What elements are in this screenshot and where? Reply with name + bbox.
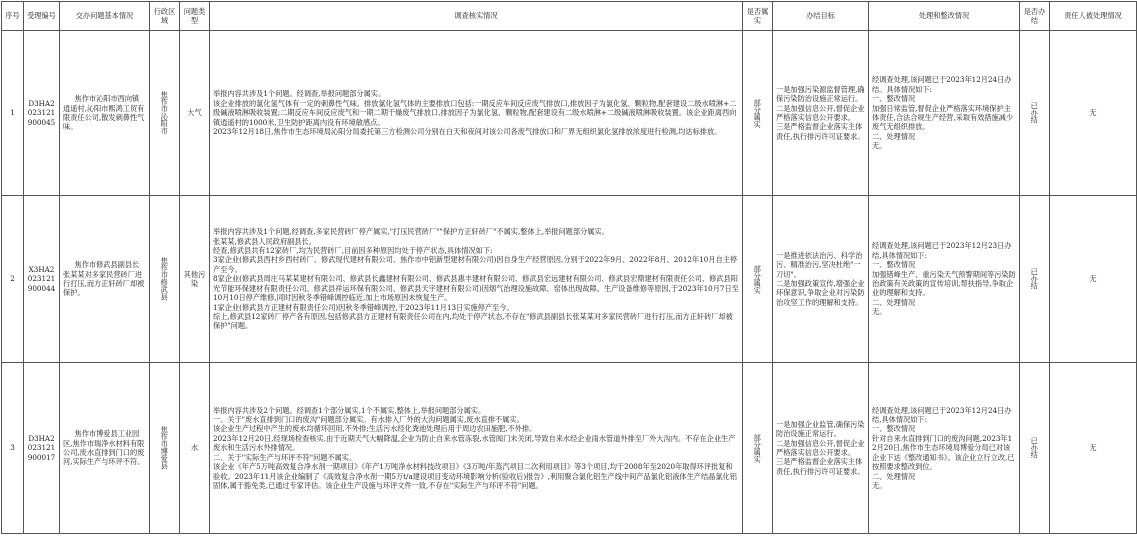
cell-done: 已办结 <box>1030 437 1040 459</box>
cell-basic: 焦作市修武县副县长张某某对多家民营砖厂进行打压,而方正轩砖厂却被保护。 <box>60 196 150 363</box>
cell-responsible: 无 <box>1050 196 1137 363</box>
cell-id: D3HA2023121900045 <box>24 31 60 196</box>
cell-verified: 部分属实 <box>753 98 763 128</box>
cell-seq: 1 <box>2 31 24 196</box>
cell-investigation: 举报内容共涉及1个问题。经调查,举报问题部分属实。 该企业排放的氯化氢气体有一定的刺鼻性气味。排放氯化氢气体的主要排放口包括:一期反应车间反应废气排放口,排放因子为氯化氢、颗粒物,配套建设二级水喷淋+二级碱液喷淋吸收装置;二期反应车间反应废气和一期二期干燥废气排放口,排放因子为氯化氢、颗粒物,配套建设有二级水喷淋+二级碱液喷淋吸收装置。该企业距离西向镇逍遥村的1000米,卫生防护距离内没有环境敏感点。 2023年12月18日,焦作市生态环境局沁阳分局委托第三方检测公司分别在白天和夜间对该公司各废气排放口和厂界无组织氯化氢排放浓度进行检测,均达标排放。 <box>210 31 743 196</box>
cell-region: 焦作市沁阳市 <box>160 91 170 135</box>
cell-goal: 一是加强污染源监督管理,确保污染防治设施正常运行。 二是加强信息公开,督促企业严格落实信息公开要求。 三是严格监督企业落实主体责任,执行排污许可证要求。 <box>773 31 869 196</box>
header-seq: 序号 <box>2 2 24 31</box>
cell-done: 已办结 <box>1030 102 1040 124</box>
cell-goal: 一是加强企业监管,确保污染防治设施正常运行。 二是加强信息公开,督促企业严格落实信息公开要求。 三是严格监督企业落实主体责任,执行排污许可证要求。 <box>773 363 869 534</box>
cell-type: 大气 <box>180 31 210 196</box>
cell-handling: 经调查处理,该问题已于2023年12月24日办结,具体情况如下: 一、整改情况 针对自来水直排到门口的废沟问题,2023年12月20日,焦作市生态环境局博爱分局已对该企业下达《整改通知书》。该企业立行立改,已按照要求整改到位。 二、处理情况 无。 <box>869 363 1020 534</box>
cell-id: X3HA2023121900044 <box>24 196 60 363</box>
header-verified: 是否属实 <box>743 2 773 31</box>
cell-verified: 部分属实 <box>753 264 763 294</box>
cell-responsible: 无 <box>1050 363 1137 534</box>
header-row <box>2 2 1137 31</box>
cell-region: 焦作市博爱县 <box>160 426 170 470</box>
cell-type: 其他污染 <box>180 196 210 363</box>
header-handling: 处理和整改情况 <box>869 2 1020 31</box>
header-type: 问题类型 <box>180 2 210 31</box>
header-id: 受理编号 <box>24 2 60 31</box>
header-investigation: 调查核实情况 <box>210 2 743 31</box>
case-table <box>1 1 1137 534</box>
cell-seq: 2 <box>2 196 24 363</box>
header-done: 是否办结 <box>1020 2 1050 31</box>
cell-responsible: 无 <box>1050 31 1137 196</box>
table-row <box>2 363 1137 534</box>
cell-type: 水 <box>180 363 210 534</box>
table-row <box>2 196 1137 363</box>
header-region: 行政区域 <box>150 2 180 31</box>
cell-id: D3HA2023121900017 <box>24 363 60 534</box>
header-responsible: 责任人被处理情况 <box>1050 2 1137 31</box>
cell-region: 焦作市修武县 <box>160 257 170 301</box>
cell-handling: 经调查处理,该问题已于2023年12月23日办结,具体情况如下: 一、整改情况 加强错峰生产、重污染天气预警期间等污染防治政策有关政策的宣传培训,帮扶指导,争取企业的理解和支持。 二、处理情况 无。 <box>869 196 1020 363</box>
cell-seq: 3 <box>2 363 24 534</box>
cell-goal: 一是推进依法治污、科学治污、精准治污,坚决杜绝"一刀切"。 二是加强政策宣传,增强企业环保意识,争取企业对污染防治攻坚工作的理解和支持。 <box>773 196 869 363</box>
cell-handling: 经调查处理,该问题已于2023年12月24日办结。具体情况如下: 一、整改情况 加强日常监管,督促企业严格落实环境保护主体责任,合法合规生产经营,采取有效措施减少废气无组织排放。 二、处理情况 无。 <box>869 31 1020 196</box>
cell-investigation: 举报内容共涉及2个问题。经调查1个部分属实,1个不属实,整体上,举报问题部分属实。 一、关于"废水直排到门口的废沟"问题部分属实。有水排入厂外的大沟问题属实,废水直排不属实。 该企业生产过程中产生的废水均循环回用,不外排;生活污水经化粪池处理后用于周边农田施肥,不外排。 2023年12月20日,经现场检查核实,由于近期天气大幅降温,企业为防止自来水管冻裂,水管阀门未关闭,导致自来水经企业雨水管道外排至厂外大沟内。不存在企业生产废水和生活污水外排情况。 二、关于"实际生产与环评不符"问题不属实。 该企业《年产5万吨高效复合净水剂一期项目》《年产1万吨净水材料技改项目》《3万吨/年蒸汽项目二次利用项目》等3个项目,均于2008年至2020年取得环评批复和验收。2023年11月该企业编制了《高效复合净水剂一期5万t/a建设项目变动环境影响分析(验收后)报告》,利用聚合氯化铝生产线中间产品氯化铝液体生产结晶氯化铝固体,属于豁免类,已通过专家评估。该企业生产设施与环评文件一致,不存在"实际生产与环评不符"问题。 <box>210 363 743 534</box>
cell-verified: 部分属实 <box>753 433 763 463</box>
cell-investigation: 举报内容共涉及1个问题,经调查,多家民营砖厂停产属实,"打压民营砖厂""保护方正轩砖厂"不属实,整体上,举报问题部分属实。 张某某,修武县人民政府副县长。 经查,修武县共有12家砖厂,均为民营砖厂,目前因多种原因均处于停产状态,具体情况如下: 3家企业(修武县西村乡西村砖厂、修武现代建材有限公司、焦作市中铝新型建材有限公司)因自身生产经营原因,分别于2022年9月、2022年8月、2012年10月自主停产至今。 8家企业(修武县周庄马某某建材有限公司、修武县长鑫建材有限公司、修武县惠丰建材有限公司、修武县宏远建材有限公司、修武县宏鼎建材有限责任公司、修武县阳光节能环保建材有限责任公司、修武县祥运环保有限公司、修武县天宇建材有限公司)因烟气治理设施故障、窑体出现故障、生产设备维修等原因,于2023年10月7日至10月10日停产维修,同时因秋冬季错峰调控临近,加上市场原因未恢复生产。 1家企业(修武县方正建材有限责任公司)因秋冬季错峰调控,于2023年11月13日实施停产至今。 综上,修武县12家砖厂停产各有原因,包括修武县方正建材有限责任公司在内,均处于停产状态,不存在"修武县副县长张某某对多家民营砖厂进行打压,而方正轩砖厂却被保护"问题。 <box>210 196 743 363</box>
header-basic: 交办问题基本情况 <box>60 2 150 31</box>
cell-basic: 焦作市沁阳市西向镇逍遥村,沁阳市熙鸿工贸有限责任公司,散发刺鼻性气味。 <box>60 31 150 196</box>
table-row <box>2 31 1137 196</box>
header-goal: 办结目标 <box>773 2 869 31</box>
cell-done: 已办结 <box>1030 268 1040 290</box>
cell-basic: 焦作市博爱县工业园区,焦作市瑞净水材料有限公司,废水直排到门口的废河,实际生产与环评不符。 <box>60 363 150 534</box>
